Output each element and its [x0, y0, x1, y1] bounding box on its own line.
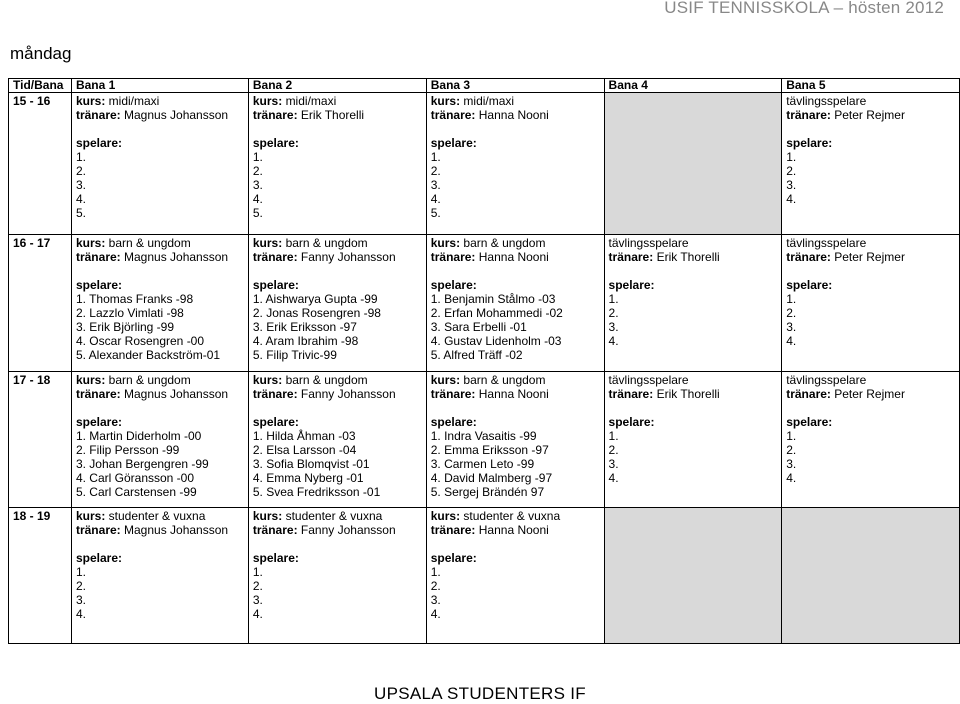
- player-entry: 1.: [786, 429, 797, 443]
- coach-name: Hanna Nooni: [478, 523, 549, 537]
- player-entry: 3.: [786, 457, 797, 471]
- course-label: kurs:: [75, 236, 106, 250]
- course-line: [431, 373, 600, 387]
- court-cell: [71, 508, 248, 644]
- player-entry: 2. Elsa Larsson -04: [252, 443, 357, 457]
- player-entry: 1.: [252, 150, 263, 164]
- player-entry: 1.: [608, 429, 619, 443]
- player-entry: 5. Carl Carstensen -99: [75, 485, 197, 499]
- player-entry: 1.: [786, 292, 797, 306]
- coach-line: [786, 387, 955, 401]
- spacer: [609, 401, 778, 415]
- player-entry: 4.: [608, 334, 619, 348]
- players-label: spelare:: [786, 136, 833, 150]
- course-name: barn & ungdom: [108, 373, 191, 387]
- player-entry: 5. Alfred Träff -02: [430, 348, 523, 362]
- coach-name: Peter Rejmer: [834, 108, 905, 122]
- player-entry: 2.: [430, 164, 441, 178]
- coach-name: Magnus Johansson: [124, 387, 229, 401]
- court-cell: [248, 93, 426, 235]
- players-label: spelare:: [75, 136, 122, 150]
- players-list: [76, 150, 244, 220]
- coach-line: [253, 108, 422, 122]
- course-name: barn & ungdom: [463, 373, 546, 387]
- player-entry: 5.: [430, 206, 441, 220]
- spacer: [253, 122, 422, 136]
- course-line: [431, 236, 600, 250]
- players-label: spelare:: [430, 551, 477, 565]
- player-entry: 4. Emma Nyberg -01: [252, 471, 364, 485]
- player-entry: 2.: [430, 579, 441, 593]
- player-entry: 4.: [75, 192, 86, 206]
- course-name: barn & ungdom: [285, 373, 368, 387]
- players-list: [609, 429, 778, 485]
- footer-club-name: UPSALA STUDENTERS IF: [374, 684, 586, 703]
- player-entry: 4.: [75, 607, 86, 621]
- player-entry: 5. Filip Trivic-99: [252, 348, 337, 362]
- schedule-row: [9, 93, 960, 235]
- court-cell: [782, 372, 960, 508]
- players-label: spelare:: [786, 415, 833, 429]
- player-entry: 3.: [430, 178, 441, 192]
- players-label: spelare:: [252, 415, 299, 429]
- court-cell: [71, 235, 248, 372]
- course-name: studenter & vuxna: [463, 509, 561, 523]
- player-entry: 3.: [608, 457, 619, 471]
- court-cell: [426, 235, 604, 372]
- court-cell: [782, 93, 960, 235]
- player-entry: 4.: [430, 607, 441, 621]
- player-entry: 4.: [786, 471, 797, 485]
- players-list: [253, 292, 422, 362]
- player-entry: 2. Jonas Rosengren -98: [252, 306, 381, 320]
- player-entry: 4.: [786, 192, 797, 206]
- spacer: [431, 401, 600, 415]
- court-cell: [71, 93, 248, 235]
- player-entry: 2.: [75, 579, 86, 593]
- spacer: [431, 537, 600, 551]
- schedule-table: [8, 78, 960, 644]
- player-entry: 1.: [75, 565, 86, 579]
- court-cell: [426, 508, 604, 644]
- course-line: [431, 509, 600, 523]
- players-label: spelare:: [75, 551, 122, 565]
- time-slot: 15 - 16: [9, 93, 72, 235]
- player-entry: 4. Aram Ibrahim -98: [252, 334, 359, 348]
- player-entry: 1. Hilda Åhman -03: [252, 429, 356, 443]
- day-title: måndag: [10, 44, 72, 63]
- player-entry: 3.: [786, 178, 797, 192]
- course-label: kurs:: [252, 373, 283, 387]
- course-label: kurs:: [430, 236, 461, 250]
- column-header: Bana 4: [604, 79, 782, 93]
- player-entry: 5. Svea Fredriksson -01: [252, 485, 381, 499]
- column-header: Bana 3: [426, 79, 604, 93]
- players-list: [786, 292, 955, 348]
- schedule-row: [9, 508, 960, 644]
- players-label: spelare:: [608, 278, 655, 292]
- coach-label: tränare:: [75, 108, 121, 122]
- players-list: [431, 429, 600, 499]
- player-entry: 4.: [252, 192, 263, 206]
- player-entry: 2. Erfan Mohammedi -02: [430, 306, 563, 320]
- court-cell: [604, 372, 782, 508]
- coach-line: [431, 387, 600, 401]
- player-entry: 2.: [786, 306, 797, 320]
- player-entry: 2.: [252, 164, 263, 178]
- coach-label: tränare:: [430, 108, 476, 122]
- coach-label: tränare:: [75, 523, 121, 537]
- court-cell: [71, 372, 248, 508]
- coach-label: tränare:: [786, 108, 831, 122]
- player-entry: 1.: [608, 292, 619, 306]
- spacer: [431, 264, 600, 278]
- player-entry: 3. Sara Erbelli -01: [430, 320, 527, 334]
- players-label: spelare:: [430, 136, 477, 150]
- course-name: barn & ungdom: [108, 236, 191, 250]
- player-entry: 1. Thomas Franks -98: [75, 292, 194, 306]
- players-list: [253, 150, 422, 220]
- group-title: tävlingsspelare: [786, 94, 867, 108]
- group-title: tävlingsspelare: [786, 373, 867, 387]
- player-entry: 2. Lazzlo Vimlati -98: [75, 306, 184, 320]
- coach-line: [253, 523, 422, 537]
- spacer: [431, 122, 600, 136]
- player-entry: 3. Carmen Leto -99: [430, 457, 535, 471]
- coach-line: [786, 108, 955, 122]
- player-entry: 3. Johan Bergengren -99: [75, 457, 209, 471]
- coach-name: Erik Thorelli: [656, 387, 720, 401]
- course-name: midi/maxi: [285, 94, 337, 108]
- player-entry: 2.: [608, 306, 619, 320]
- player-entry: 5.: [75, 206, 86, 220]
- coach-label: tränare:: [252, 387, 298, 401]
- player-entry: 1. Benjamin Stålmo -03: [430, 292, 556, 306]
- player-entry: 1.: [430, 150, 441, 164]
- players-label: spelare:: [252, 136, 299, 150]
- player-entry: 2.: [786, 164, 797, 178]
- player-entry: 4. Carl Göransson -00: [75, 471, 195, 485]
- spacer: [76, 264, 244, 278]
- course-label: kurs:: [75, 94, 106, 108]
- coach-name: Magnus Johansson: [124, 523, 229, 537]
- coach-line: [76, 108, 244, 122]
- player-entry: 2. Emma Eriksson -97: [430, 443, 549, 457]
- column-header: Bana 1: [71, 79, 248, 93]
- court-cell-empty: [782, 508, 960, 644]
- player-entry: 3.: [252, 178, 263, 192]
- player-entry: 3.: [608, 320, 619, 334]
- coach-name: Magnus Johansson: [124, 108, 229, 122]
- players-list: [431, 565, 600, 621]
- coach-line: [431, 523, 600, 537]
- players-label: spelare:: [75, 415, 122, 429]
- course-line: [253, 236, 422, 250]
- coach-label: tränare:: [430, 387, 476, 401]
- course-label: kurs:: [252, 509, 283, 523]
- player-entry: 3.: [75, 593, 86, 607]
- schedule-row: [9, 372, 960, 508]
- player-entry: 5. Alexander Backström-01: [75, 348, 221, 362]
- coach-name: Fanny Johansson: [300, 523, 396, 537]
- player-entry: 1.: [786, 150, 797, 164]
- spacer: [253, 264, 422, 278]
- coach-line: [253, 387, 422, 401]
- players-label: spelare:: [786, 278, 833, 292]
- coach-label: tränare:: [252, 523, 298, 537]
- coach-line: [609, 250, 778, 264]
- course-name: midi/maxi: [108, 94, 160, 108]
- course-line: [76, 94, 244, 108]
- players-list: [431, 150, 600, 220]
- page-header-title: USIF TENNISSKOLA – hösten 2012: [664, 0, 944, 17]
- coach-label: tränare:: [75, 250, 121, 264]
- coach-label: tränare:: [608, 250, 654, 264]
- player-entry: 3.: [252, 593, 263, 607]
- spacer: [76, 122, 244, 136]
- coach-label: tränare:: [252, 250, 298, 264]
- player-entry: 1.: [75, 150, 86, 164]
- group-title: tävlingsspelare: [608, 373, 689, 387]
- coach-name: Hanna Nooni: [478, 250, 549, 264]
- players-label: spelare:: [75, 278, 122, 292]
- player-entry: 2.: [608, 443, 619, 457]
- coach-name: Erik Thorelli: [656, 250, 720, 264]
- coach-label: tränare:: [430, 250, 476, 264]
- players-list: [431, 292, 600, 362]
- course-label: kurs:: [75, 509, 106, 523]
- course-label: kurs:: [252, 94, 283, 108]
- group-title: tävlingsspelare: [786, 236, 867, 250]
- course-line: [76, 236, 244, 250]
- spacer: [253, 537, 422, 551]
- player-entry: 3. Erik Björling -99: [75, 320, 175, 334]
- player-entry: 4.: [430, 192, 441, 206]
- court-cell: [426, 372, 604, 508]
- players-label: spelare:: [430, 278, 477, 292]
- players-list: [253, 565, 422, 621]
- players-list: [76, 292, 244, 362]
- player-entry: 2.: [75, 164, 86, 178]
- player-entry: 1.: [252, 565, 263, 579]
- players-label: spelare:: [252, 278, 299, 292]
- course-label: kurs:: [430, 509, 461, 523]
- spacer: [253, 401, 422, 415]
- coach-name: Fanny Johansson: [300, 387, 396, 401]
- coach-name: Magnus Johansson: [124, 250, 229, 264]
- coach-name: Erik Thorelli: [300, 108, 365, 122]
- column-header: Tid/Bana: [9, 79, 72, 93]
- coach-line: [609, 387, 778, 401]
- column-header: Bana 2: [248, 79, 426, 93]
- course-name: barn & ungdom: [463, 236, 546, 250]
- coach-name: Peter Rejmer: [834, 387, 905, 401]
- group-title: tävlingsspelare: [608, 236, 689, 250]
- player-entry: 4. Oscar Rosengren -00: [75, 334, 205, 348]
- court-cell: [426, 93, 604, 235]
- time-slot: 18 - 19: [9, 508, 72, 644]
- spacer: [76, 401, 244, 415]
- spacer: [786, 122, 955, 136]
- course-label: kurs:: [430, 94, 461, 108]
- coach-name: Hanna Nooni: [478, 108, 549, 122]
- player-entry: 1. Martin Diderholm -00: [75, 429, 202, 443]
- court-cell-empty: [604, 508, 782, 644]
- players-list: [609, 292, 778, 348]
- coach-line: [76, 250, 244, 264]
- course-name: studenter & vuxna: [108, 509, 206, 523]
- coach-label: tränare:: [608, 387, 654, 401]
- players-list: [76, 429, 244, 499]
- court-cell: [604, 235, 782, 372]
- players-list: [253, 429, 422, 499]
- coach-line: [76, 387, 244, 401]
- player-entry: 1. Indra Vasaitis -99: [430, 429, 537, 443]
- course-name: midi/maxi: [463, 94, 515, 108]
- player-entry: 4. Gustav Lidenholm -03: [430, 334, 562, 348]
- time-slot: 16 - 17: [9, 235, 72, 372]
- course-line: [76, 509, 244, 523]
- schedule-row: [9, 235, 960, 372]
- coach-name: Peter Rejmer: [834, 250, 905, 264]
- coach-label: tränare:: [252, 108, 298, 122]
- coach-label: tränare:: [786, 387, 831, 401]
- coach-name: Fanny Johansson: [300, 250, 396, 264]
- court-cell: [782, 235, 960, 372]
- court-cell: [248, 508, 426, 644]
- coach-label: tränare:: [75, 387, 121, 401]
- coach-line: [431, 108, 600, 122]
- course-label: kurs:: [430, 373, 461, 387]
- player-entry: 4. David Malmberg -97: [430, 471, 553, 485]
- spacer: [786, 401, 955, 415]
- player-entry: 3.: [786, 320, 797, 334]
- court-cell-empty: [604, 93, 782, 235]
- players-list: [76, 565, 244, 621]
- player-entry: 5. Sergej Brändén 97: [430, 485, 545, 499]
- course-name: studenter & vuxna: [285, 509, 383, 523]
- coach-label: tränare:: [786, 250, 831, 264]
- spacer: [786, 264, 955, 278]
- player-entry: 2.: [786, 443, 797, 457]
- player-entry: 1.: [430, 565, 441, 579]
- course-label: kurs:: [252, 236, 283, 250]
- course-line: [431, 94, 600, 108]
- player-entry: 3.: [75, 178, 86, 192]
- players-label: spelare:: [430, 415, 477, 429]
- player-entry: 4.: [252, 607, 263, 621]
- players-list: [786, 150, 955, 206]
- player-entry: 4.: [786, 334, 797, 348]
- court-cell: [248, 372, 426, 508]
- course-name: barn & ungdom: [285, 236, 368, 250]
- course-label: kurs:: [75, 373, 106, 387]
- coach-name: Hanna Nooni: [478, 387, 549, 401]
- player-entry: 1. Aishwarya Gupta -99: [252, 292, 378, 306]
- coach-line: [431, 250, 600, 264]
- players-list: [786, 429, 955, 485]
- players-label: spelare:: [608, 415, 655, 429]
- schedule-header-row: [9, 79, 960, 93]
- spacer: [609, 264, 778, 278]
- coach-line: [253, 250, 422, 264]
- player-entry: 3. Sofia Blomqvist -01: [252, 457, 370, 471]
- coach-label: tränare:: [430, 523, 476, 537]
- time-slot: 17 - 18: [9, 372, 72, 508]
- course-line: [253, 509, 422, 523]
- spacer: [76, 537, 244, 551]
- course-line: [76, 373, 244, 387]
- player-entry: 3. Erik Eriksson -97: [252, 320, 357, 334]
- course-line: [253, 373, 422, 387]
- player-entry: 2. Filip Persson -99: [75, 443, 180, 457]
- course-line: [253, 94, 422, 108]
- column-header: Bana 5: [782, 79, 960, 93]
- player-entry: 4.: [608, 471, 619, 485]
- coach-line: [76, 523, 244, 537]
- coach-line: [786, 250, 955, 264]
- players-label: spelare:: [252, 551, 299, 565]
- player-entry: 5.: [252, 206, 263, 220]
- player-entry: 3.: [430, 593, 441, 607]
- court-cell: [248, 235, 426, 372]
- player-entry: 2.: [252, 579, 263, 593]
